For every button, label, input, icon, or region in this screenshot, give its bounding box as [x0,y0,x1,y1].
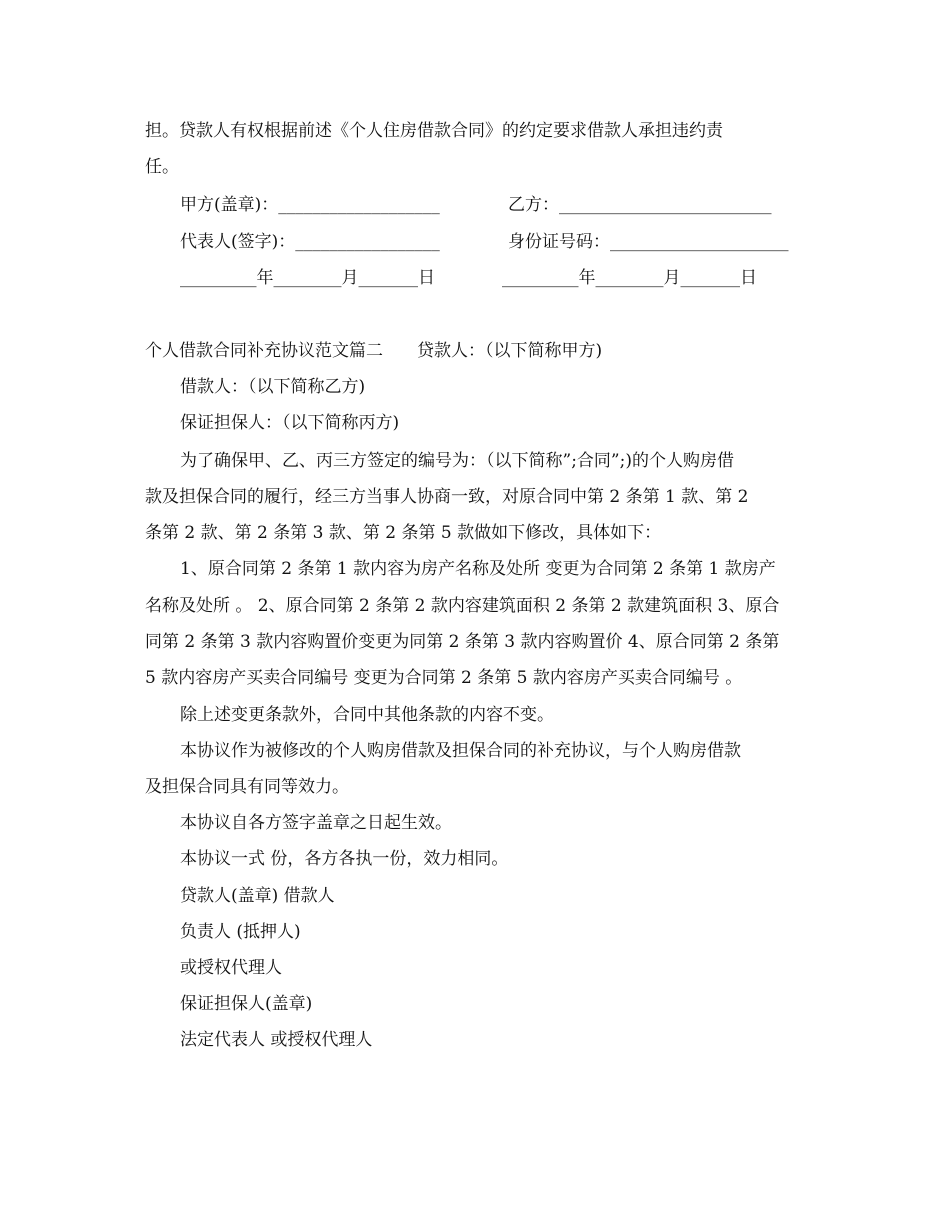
party-a-seal-line: 甲方(盖章)：___________________ [180,195,440,215]
purpose-paragraph-line-2: 款及担保合同的履行，经三方当事人协商一致，对原合同中第 2 条第 1 款、第 2 [145,487,749,507]
modification-line-1: 1、原合同第 2 条第 1 款内容为房产名称及处所 变更为合同第 2 条第 1 款房产 [180,559,776,579]
section-heading: 个人借款合同补充协议范文篇二 贷款人：（以下简称甲方) [145,341,603,361]
purpose-paragraph-line-3: 条第 2 款、第 2 条第 3 款、第 2 条第 5 款做如下修改，具体如下： [145,523,662,543]
intro-line-1: 担。贷款人有权根据前述《个人住房借款合同》的约定要求借款人承担违约责 [145,121,723,141]
signature-agent-line: 或授权代理人 [180,958,282,978]
guarantor-line: 保证担保人：（以下简称丙方) [180,413,400,433]
modification-line-3: 同第 2 条第 3 款内容购置价变更为同第 2 条第 3 款内容购置价 4、原合同第 2 条第 [145,632,780,652]
signature-lender-line: 贷款人(盖章) 借款人 [180,886,335,906]
signature-responsible-line: 负责人 (抵押人) [180,922,301,942]
unchanged-terms-line: 除上述变更条款外，合同中其他条款的内容不变。 [180,705,554,725]
id-number-line: 身份证号码：_____________________ [508,232,789,252]
purpose-paragraph-line-1: 为了确保甲、乙、丙三方签定的编号为：（以下简称”;合同”;)的个人购房借 [180,451,734,471]
modification-line-2: 名称及处所 。 2、原合同第 2 条第 2 款内容建筑面积 2 条第 2 款建筑面积 3、原合 [145,596,780,616]
effective-line: 本协议自各方签字盖章之日起生效。 [180,813,452,833]
copies-line: 本协议一式 份，各方各执一份，效力相同。 [180,849,509,869]
signature-guarantor-line: 保证担保人(盖章) [180,994,313,1014]
date-line-left: _________年________月_______日 [180,268,435,288]
modification-line-4: 5 款内容房产买卖合同编号 变更为合同第 2 条第 5 款内容房产买卖合同编号 。 [145,668,743,688]
supplement-line-1: 本协议作为被修改的个人购房借款及担保合同的补充协议，与个人购房借款 [180,741,741,761]
date-line-right: _________年________月_______日 [502,268,757,288]
supplement-line-2: 及担保合同具有同等效力。 [145,777,349,797]
signature-legal-rep-line: 法定代表人 或授权代理人 [180,1030,373,1050]
intro-line-2: 任。 [145,157,179,177]
representative-sign-line: 代表人(签字)：_________________ [180,232,440,252]
borrower-line: 借款人：（以下简称乙方) [180,377,366,397]
party-b-line: 乙方：_________________________ [508,195,772,215]
